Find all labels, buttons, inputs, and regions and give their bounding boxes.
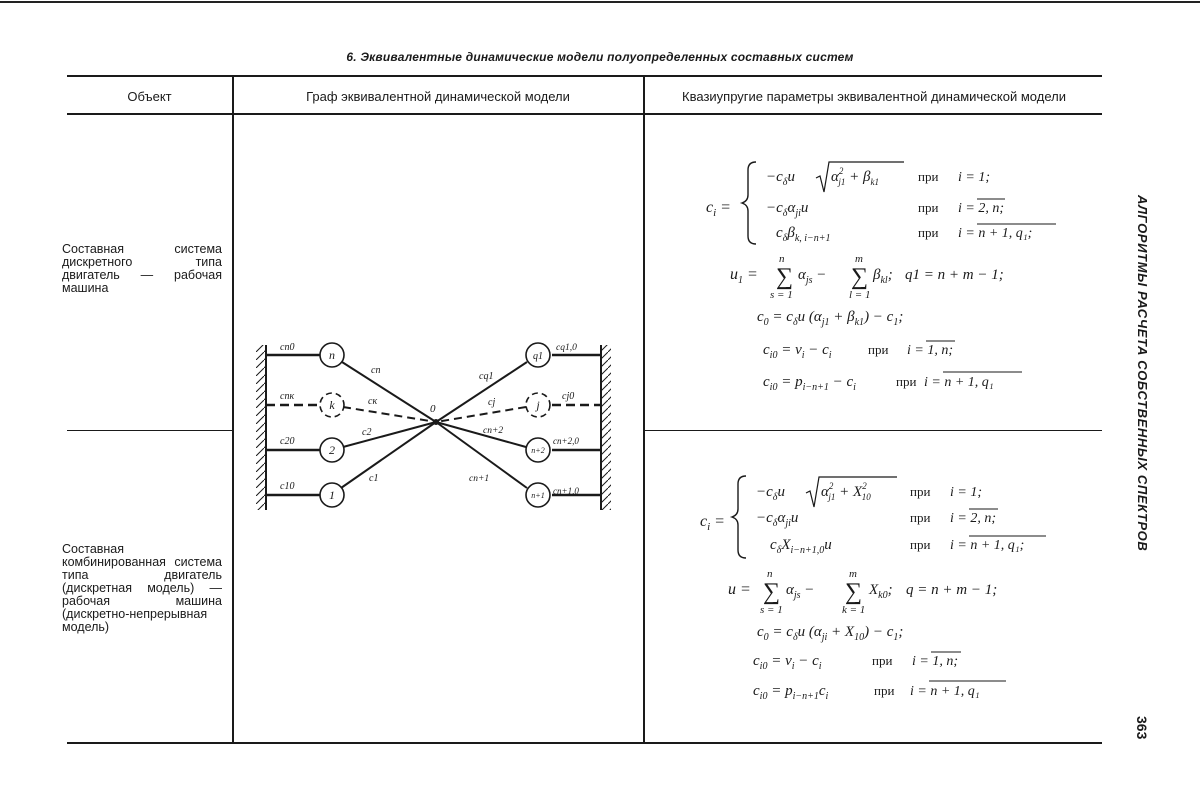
node-k [320,393,344,417]
svg-text:n+1: n+1 [531,491,545,500]
row2-object: Составная комбинированная система типа двигатель (дискретная модель) — рабочая машина (дискретно-непрерывная модель) [62,542,222,634]
svg-text:∑: ∑ [776,264,794,290]
svg-text:i = 1, n;: i = 1, n; [907,343,953,358]
svg-text:ci0 = pi−n+1ci: $c_{i0} = p_{i-n+1}c_i$ [753,683,829,702]
label-cn10: cn+1,0 [553,486,579,496]
svg-text:ci0 = pi−n+1 − ci: $c_{i0} = p_{i-n+1} - c_i$ [763,374,856,393]
header-graph: Граф эквивалентной динамической модели [306,89,570,104]
link-n2 [436,422,526,447]
svg-text:q = n + m − 1;: q = n + m − 1; [906,582,998,598]
svg-text:∑: ∑ [851,264,869,290]
left-wall-hatch [256,345,266,510]
link-k [343,407,436,422]
link-1 [341,422,436,488]
svg-text:при: при [910,510,931,525]
label-c2: c2 [362,427,372,438]
svg-text:u1 =: $u_1$ = [730,266,758,286]
node-n1 [526,483,550,507]
svg-text:s = 1: s = 1 [770,289,793,301]
svg-text:i = n + 1, q₁;: i = n + 1, q₁; [950,538,1025,553]
label-c20: c20 [280,436,295,447]
svg-text:i = n + 1, q₁: i = n + 1, q₁ [910,684,980,699]
svg-text:ci0 = νi − ci: $c_{i0} = \nu_i - c_i$ [753,653,822,672]
svg-text:n: n [329,348,335,362]
svg-text:при: при [918,169,939,184]
svg-text:при: при [874,683,895,698]
label-cnk: cnк [280,391,295,402]
node-1 [320,483,344,507]
svg-text:Xk0;: $X_{k0}$; [869,582,893,601]
label-cj0: cj0 [562,391,575,402]
svg-text:−cδu: $-c_\delta u$ [756,484,785,503]
svg-text:αjs −: $\alpha_{js}$ − [786,582,815,601]
label-c10: c10 [280,481,295,492]
header-object: Объект [127,89,172,104]
svg-text:l = 1: l = 1 [849,289,871,301]
svg-text:k: k [329,398,335,412]
node-j [526,393,550,417]
svg-text:−cδαjiu: $-c_\delta\alpha_{ji}u$ [766,200,809,219]
page-number: 363 [1134,716,1150,740]
svg-text:∑: ∑ [763,579,781,605]
svg-text:при: при [918,225,939,240]
svg-text:j: j [536,398,540,412]
svg-text:αjs −: $\alpha_{js}$ − [798,267,827,286]
svg-text:s = 1: s = 1 [760,604,783,616]
svg-text:при: при [918,200,939,215]
label-cn1: cn+1 [469,474,490,484]
svg-text:i = 1;: i = 1; [958,170,990,185]
svg-text:при: при [910,484,931,499]
svg-text:i = n + 1, q₁: i = n + 1, q₁ [924,375,994,390]
svg-text:α2j1 + βk1: $\alpha^2$ $j1 + \beta_{k1}$ [831,166,879,187]
row1-object: Составная система дискретного типа двигатель — рабочая машина [62,242,222,295]
svg-text:q1: q1 [533,351,543,362]
svg-text:i = 1;: i = 1; [950,485,982,500]
svg-text:1: 1 [329,488,335,502]
label-cq1: cq1 [479,371,494,382]
svg-text:u =: u = [728,581,751,598]
header-parameters: Квазиупругие параметры эквивалентной динамической модели [682,89,1066,104]
svg-text:c0 = cδu (αj1 + βk1) − c1;: $c_0 = c_\delta u$ $(\alpha_{j1} + \beta_{k1}) - c_1$; [757,309,904,328]
svg-text:m: m [855,253,863,265]
svg-text:βkl;: $\beta_{kl}$; [873,267,893,286]
svg-text:n: n [779,253,785,265]
link-j [436,407,526,422]
label-ck: cк [368,396,378,407]
label-cq10: cq1,0 [556,343,577,353]
svg-text:n: n [767,568,773,580]
label-cn2: cn+2 [483,426,504,436]
svg-text:k = 1: k = 1 [842,604,866,616]
svg-text:n+2: n+2 [531,446,545,455]
svg-text:при: при [868,342,889,357]
right-wall-hatch [601,345,611,510]
svg-text:при: при [896,374,917,389]
svg-text:при: при [872,653,893,668]
table-title: 6. Эквивалентные динамические модели полуопределенных составных систем [346,50,854,64]
svg-text:ci =: $c_i$ = [706,199,731,219]
svg-text:c0 = cδu (αji + X10) − c1;: $c_0 = c_\delta u$ $(\alpha_{ji} + X_{10}) - c_1$; [757,624,904,643]
center-node [433,419,439,425]
svg-text:α2j1 + X210: $\alpha^2$ $j1 + X^2$ 10 [821,481,871,502]
svg-text:ci0 = νi − ci: $c_{i0} = \nu_i - c_i$ [763,342,832,361]
link-2 [343,422,436,447]
svg-text:i = n + 1, q₁;: i = n + 1, q₁; [958,226,1033,241]
label-cj: cj [488,397,496,408]
svg-text:cδβk, i−n+1: $c_\delta\beta_{k, i-n+1}$ [776,225,831,244]
node-2 [320,438,344,462]
svg-text:m: m [849,568,857,580]
link-n [342,362,436,422]
label-cn0: cn0 [280,342,295,353]
svg-text:−cδu: $-c_\delta u$ [766,169,795,188]
svg-text:∑: ∑ [845,579,863,605]
label-cn: cn [371,365,381,376]
node-n [320,343,344,367]
svg-text:2: 2 [329,443,335,457]
center-node-label: 0 [430,403,436,415]
label-cn20: cn+2,0 [553,436,579,446]
svg-text:при: при [910,537,931,552]
svg-text:cδXi−n+1,0u: $c_\delta X_{i-n+1,0}u$ [770,537,832,556]
svg-text:q1 = n + m − 1;: q1 = n + m − 1; [905,267,1004,283]
svg-text:i = 2, n;: i = 2, n; [950,511,996,526]
svg-text:−cδαjiu: $-c_\delta\alpha_{ji}u$ [756,510,799,529]
svg-text:ci =: $c_i$ = [700,513,725,533]
label-c1: c1 [369,473,379,484]
node-n2 [526,438,550,462]
running-title: АЛГОРИТМЫ РАСЧЕТА СОБСТВЕННЫХ СПЕКТРОВ [1135,195,1150,552]
svg-text:i = 1, n;: i = 1, n; [912,654,958,669]
svg-text:i = 2, n;: i = 2, n; [958,201,1004,216]
node-q1 [526,343,550,367]
